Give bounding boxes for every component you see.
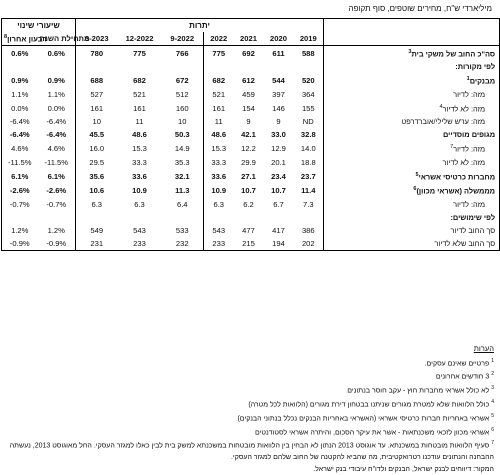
table-cell: 11.4 bbox=[294, 183, 324, 197]
table-cell: 18.8 bbox=[294, 156, 324, 169]
table-cell: 688 bbox=[90, 76, 104, 86]
table-cell: 9 bbox=[246, 117, 251, 127]
header-period: 2020 bbox=[264, 32, 294, 46]
table-cell: 14.0 bbox=[294, 141, 324, 155]
table-row bbox=[2, 183, 500, 197]
table-cell: 33.3 bbox=[211, 157, 227, 167]
table-cell: 33.0 bbox=[271, 130, 286, 140]
row-label: סה"כ החוב של משקי בית$^3$ bbox=[324, 46, 500, 61]
table-cell: 45.5 bbox=[89, 130, 105, 140]
table-cell: 1.2% bbox=[38, 224, 76, 237]
table-cell: 0.9% bbox=[2, 73, 38, 87]
table-row bbox=[2, 198, 500, 211]
footnote-item: $^6$ אשראי מכוון לזכאי משכנתאות - אשר את עיקר הסכום, והיתרה אשראי לסטודנטים bbox=[254, 426, 494, 436]
table-cell: -11.5% bbox=[2, 156, 38, 169]
header-change-group: שיעורי שינוי bbox=[2, 19, 76, 33]
table-cell: 588 bbox=[294, 46, 324, 61]
table-cell: 10.6 bbox=[89, 186, 105, 196]
header-balance-group: יתרות bbox=[76, 19, 324, 33]
table-cell bbox=[162, 211, 204, 224]
table-cell: 4.6% bbox=[38, 141, 76, 155]
row-label: מזה: לדיור bbox=[324, 88, 500, 101]
footnote-ref: 4 bbox=[439, 103, 443, 110]
table-cell: 10.7 bbox=[271, 186, 286, 196]
table-row bbox=[2, 73, 500, 87]
table-cell: 27.1 bbox=[241, 171, 256, 181]
table-cell: 6.1% bbox=[2, 169, 38, 183]
table-cell: 50.3 bbox=[162, 128, 204, 141]
table-cell: -2.6% bbox=[2, 183, 38, 197]
table-cell bbox=[234, 60, 264, 73]
row-label: לפי שימושים: bbox=[324, 211, 500, 224]
table-cell: 233 bbox=[118, 237, 162, 251]
table-cell: 0.6% bbox=[2, 46, 38, 61]
table-cell: 215 bbox=[234, 237, 264, 251]
table-cell: 10 bbox=[92, 117, 101, 127]
table-cell: -0.9% bbox=[2, 237, 38, 251]
table-cell: 161 bbox=[90, 103, 104, 113]
footnote-ref: 6 bbox=[413, 186, 417, 193]
table-cell: 33.6 bbox=[132, 171, 147, 181]
table-row bbox=[2, 237, 500, 251]
table-cell: 6.4 bbox=[162, 198, 204, 211]
table-cell: 543 bbox=[212, 225, 226, 235]
header-since-start-year: מתחילת השנה bbox=[38, 32, 76, 46]
footnote-ref: 5 bbox=[415, 171, 419, 178]
table-cell: 527 bbox=[90, 89, 104, 99]
table-cell bbox=[204, 60, 234, 73]
table-cell bbox=[264, 211, 294, 224]
table-cell: 6.3 bbox=[91, 199, 103, 209]
row-label: מבנקים$^1$ bbox=[324, 73, 500, 87]
table-cell: 512 bbox=[162, 88, 204, 101]
footnote-ref: 7 bbox=[450, 144, 454, 151]
table-cell: 459 bbox=[242, 89, 255, 99]
table-cell: 1.2% bbox=[2, 224, 38, 237]
table-cell: 780 bbox=[90, 48, 104, 58]
table-row bbox=[2, 156, 500, 169]
table-cell: 12.2 bbox=[241, 144, 256, 154]
table-cell: 549 bbox=[90, 225, 104, 235]
table-cell: 161 bbox=[133, 103, 146, 113]
table-cell: 0.9% bbox=[38, 73, 76, 87]
table-cell: 7.3 bbox=[294, 198, 324, 211]
row-label: מזה: לא לדיור bbox=[324, 156, 500, 169]
table-cell: 154 bbox=[242, 103, 255, 113]
footnote-item: $^1$ פרטיים שאינם עסקים. bbox=[424, 357, 494, 367]
table-cell: 1.1% bbox=[38, 88, 76, 101]
table-cell: 15.3 bbox=[132, 144, 147, 154]
table-cell: -6.4% bbox=[38, 128, 76, 141]
table-cell: 521 bbox=[212, 89, 226, 99]
table-cell: 521 bbox=[133, 89, 146, 99]
table-row bbox=[2, 224, 500, 237]
row-label: לפי מקורות: bbox=[324, 60, 500, 73]
table-cell: 194 bbox=[264, 237, 294, 251]
footnotes bbox=[6, 343, 494, 475]
table-row bbox=[2, 101, 500, 115]
table-cell: 11 bbox=[135, 117, 144, 127]
table-cell: 10 bbox=[162, 115, 204, 128]
table-cell: 161 bbox=[212, 103, 226, 113]
notes-source: המקור: דיווחים לבנק ישראל, הבנקים ולדו"ח עיבודי בנק ישראל. bbox=[313, 465, 494, 473]
table-cell: 544 bbox=[272, 76, 285, 86]
units-caption: מיליארדי ש"ח, מחירים שוטפים, סוף תקופה bbox=[348, 4, 492, 13]
table-row bbox=[2, 115, 500, 128]
table-cell bbox=[2, 211, 38, 224]
household-debt-table bbox=[1, 18, 500, 251]
table-cell: 16.0 bbox=[89, 144, 105, 154]
table-cell: 0.0% bbox=[2, 101, 38, 115]
table-cell: 766 bbox=[162, 46, 204, 61]
table-cell: 682 bbox=[133, 76, 146, 86]
table-cell: 10.9 bbox=[211, 186, 227, 196]
table-cell: 35.6 bbox=[89, 171, 105, 181]
table-cell: 231 bbox=[76, 237, 118, 251]
row-label: מזה: לא לדיור$^4$ bbox=[324, 101, 500, 115]
table-cell: -0.9% bbox=[38, 237, 76, 251]
row-label: מממשלה (אשראי מכוון)$^6$ bbox=[324, 183, 500, 197]
header-sub-row bbox=[2, 32, 500, 46]
table-cell: 397 bbox=[272, 89, 285, 99]
table-cell: 12.9 bbox=[271, 144, 286, 154]
table-cell: 232 bbox=[162, 237, 204, 251]
table-cell: 233 bbox=[204, 237, 234, 251]
table-cell bbox=[294, 60, 324, 73]
header-group-row bbox=[2, 19, 500, 33]
table-cell: 0.6% bbox=[38, 46, 76, 61]
table-cell bbox=[118, 211, 162, 224]
table-cell: 10.9 bbox=[132, 186, 147, 196]
table-cell: 23.4 bbox=[271, 171, 286, 181]
table-cell: -11.5% bbox=[38, 156, 76, 169]
table-cell: 10.7 bbox=[241, 186, 256, 196]
table-cell: 520 bbox=[294, 73, 324, 87]
header-period: 9-2022 bbox=[162, 32, 204, 46]
table-cell: 48.6 bbox=[132, 130, 147, 140]
table-cell: 11.3 bbox=[162, 183, 204, 197]
table-cell: 35.3 bbox=[162, 156, 204, 169]
table-cell bbox=[234, 211, 264, 224]
table-cell: 543 bbox=[133, 225, 146, 235]
table-cell: -6.4% bbox=[38, 115, 76, 128]
table-cell: 6.7 bbox=[273, 199, 284, 209]
table-cell: 32.8 bbox=[294, 128, 324, 141]
row-label: מגופים מוסדיים bbox=[324, 128, 500, 141]
table-cell: 160 bbox=[162, 101, 204, 115]
table-row bbox=[2, 88, 500, 101]
table-cell: 364 bbox=[294, 88, 324, 101]
table-row bbox=[2, 46, 500, 61]
table-cell bbox=[2, 60, 38, 73]
table-cell: 155 bbox=[294, 101, 324, 115]
table-cell: 1.1% bbox=[2, 88, 38, 101]
table-cell: 6.3 bbox=[213, 199, 225, 209]
table-cell: 32.1 bbox=[162, 169, 204, 183]
table-cell: 775 bbox=[212, 48, 226, 58]
table-cell: 6.2 bbox=[243, 199, 254, 209]
table-cell: 6.3 bbox=[134, 199, 145, 209]
table-cell: 23.7 bbox=[294, 169, 324, 183]
table-cell: 611 bbox=[272, 48, 285, 58]
table-cell bbox=[38, 60, 76, 73]
table-cell: -0.7% bbox=[2, 198, 38, 211]
table-cell: 6.1% bbox=[38, 169, 76, 183]
table-cell: 29.5 bbox=[89, 157, 105, 167]
row-label: מזה: לדיור$^7$ bbox=[324, 141, 500, 155]
table-row bbox=[2, 128, 500, 141]
footnote-ref: 3 bbox=[408, 49, 412, 55]
table-cell: 4.6% bbox=[2, 141, 38, 155]
row-label: סך החוב שלא לדיור bbox=[324, 237, 500, 251]
table-cell: 9 bbox=[276, 117, 281, 127]
table-row bbox=[2, 169, 500, 183]
table-cell: 477 bbox=[242, 225, 255, 235]
table-cell: 48.6 bbox=[211, 130, 227, 140]
table-cell bbox=[118, 60, 162, 73]
row-label: מזה: עו"ש שלילי/אוברדרפט bbox=[324, 115, 500, 128]
table-cell: -6.4% bbox=[2, 128, 38, 141]
table-cell: 15.3 bbox=[211, 144, 227, 154]
table-cell: 202 bbox=[294, 237, 324, 251]
header-quarterly-change: רבעון אחרון$^8$ bbox=[2, 32, 38, 46]
table-cell bbox=[76, 60, 118, 73]
table-cell bbox=[204, 211, 234, 224]
table-cell: 533 bbox=[162, 224, 204, 237]
footnote-item: $^2$ 3 חודשים אחרונים bbox=[435, 371, 494, 381]
table-cell bbox=[294, 211, 324, 224]
table-cell bbox=[264, 60, 294, 73]
table-cell: 682 bbox=[212, 76, 226, 86]
table-cell: 11 bbox=[214, 117, 223, 127]
footnote-ref: 1 bbox=[466, 76, 470, 83]
table-row bbox=[2, 141, 500, 155]
table-cell: 672 bbox=[162, 73, 204, 87]
table-cell: 146 bbox=[272, 103, 285, 113]
table-cell bbox=[162, 60, 204, 73]
table-cell: 33.3 bbox=[132, 157, 147, 167]
row-label: מחברות כרטיסי אשראי$^5$ bbox=[324, 169, 500, 183]
table-cell: 14.9 bbox=[162, 141, 204, 155]
table-cell bbox=[38, 211, 76, 224]
header-period: 2019 bbox=[294, 32, 324, 46]
table-cell: 612 bbox=[242, 76, 255, 86]
table-cell: 417 bbox=[272, 225, 285, 235]
footnote-item: $^4$ כולל הלוואות שלא למטרת מגורים שניתנו בבטחון דירת מגורים (הלוואות לכל מטרה) bbox=[248, 398, 494, 409]
table-cell: -6.4% bbox=[2, 115, 38, 128]
table-cell: 20.1 bbox=[271, 157, 286, 167]
footnote-item: $^5$ אשראי באחריות חברות כרטיסי אשראי (האשראי באחריות הבנקים נכלל בנתוני הבנקים) bbox=[237, 412, 494, 423]
footnote-item: $^7$ סעיף הלוואות מובטחות במשכנתא. עד אוגוסט 2013 הנתון לא הבחין בין הלוואות מובטחות במשכנתא למשק בית לבין כאלו למגזר העסקי. החל מאוגוסט 2013, נעשתה ההבחנה והנתונים עודכנו רטרואקטיבית, מה שהביא להקטנה של החוב שלהם למגזר העסקי. bbox=[9, 440, 494, 462]
footnote-item: $^3$ לא כולל אשראי מחברות חוץ - עקב חוסר בנתונים bbox=[347, 385, 494, 395]
header-period: 3-2023 bbox=[76, 32, 118, 46]
header-period: 12-2022 bbox=[118, 32, 162, 46]
row-label: סך החוב לדיור bbox=[324, 224, 500, 237]
table-row bbox=[2, 211, 500, 224]
header-period: 2022 bbox=[204, 32, 234, 46]
notes-title: הערות bbox=[473, 344, 494, 353]
table-cell: 0.0% bbox=[38, 101, 76, 115]
table-cell: ND bbox=[294, 115, 324, 128]
table-cell bbox=[76, 211, 118, 224]
table-cell: 33.6 bbox=[211, 171, 227, 181]
table-cell: -2.6% bbox=[38, 183, 76, 197]
table-cell: 29.9 bbox=[241, 157, 256, 167]
table-cell: 386 bbox=[294, 224, 324, 237]
header-period: 2021 bbox=[234, 32, 264, 46]
table-row bbox=[2, 60, 500, 73]
table-cell: 42.1 bbox=[241, 130, 256, 140]
table-cell: 775 bbox=[133, 48, 146, 58]
table-cell: -0.7% bbox=[38, 198, 76, 211]
table-cell: 692 bbox=[242, 48, 255, 58]
row-label: מזה: לדיור bbox=[324, 198, 500, 211]
notes-list bbox=[6, 356, 494, 464]
